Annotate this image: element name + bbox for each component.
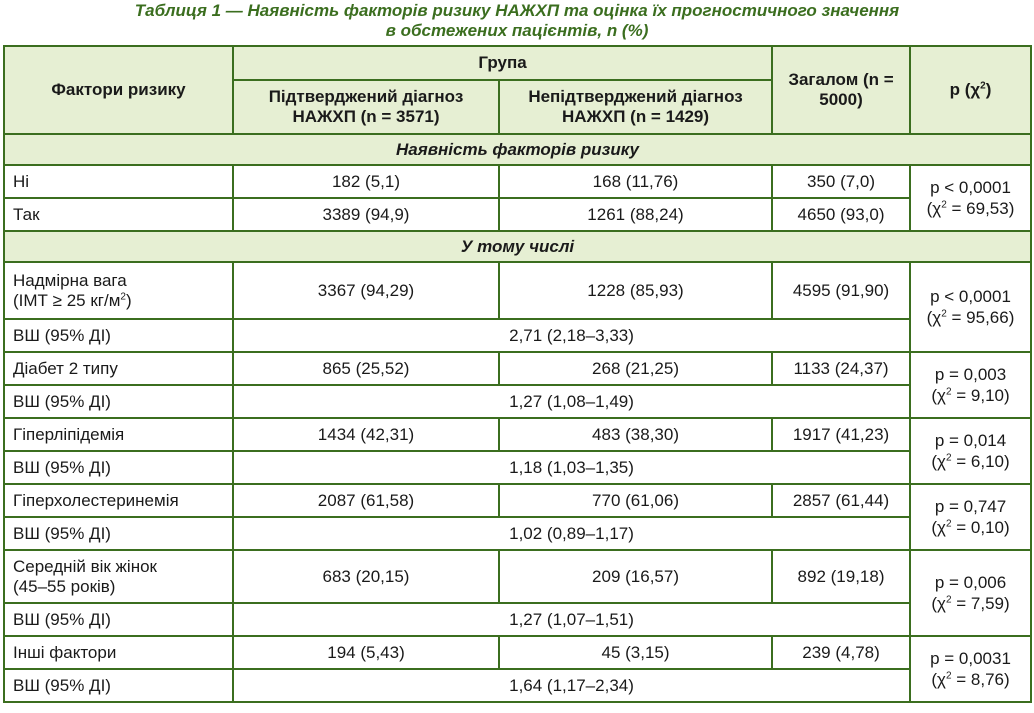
- row-label: Гіперліпідемія: [4, 418, 233, 451]
- table-caption: [0, 0, 1034, 43]
- cell-total: 350 (7,0): [772, 165, 910, 198]
- chi-rest: = 6,10): [951, 452, 1010, 471]
- cell-unconfirmed: 770 (61,06): [499, 484, 772, 517]
- p-value: p = 0,003: [934, 365, 1007, 384]
- cell-total: 239 (4,78): [772, 636, 910, 669]
- chi-value: [919, 385, 1022, 406]
- header-factors: Фактори ризику: [4, 46, 233, 134]
- cell-or: 1,27 (1,07–1,51): [233, 603, 910, 636]
- chi-value: [919, 198, 1022, 219]
- chi-rest: = 8,76): [951, 670, 1010, 689]
- cell-unconfirmed: 1228 (85,93): [499, 262, 772, 319]
- cell-p: [910, 418, 1031, 484]
- or-label: ВШ (95% ДІ): [4, 319, 233, 352]
- header-p: [910, 46, 1031, 134]
- table-row-or: [4, 517, 1031, 550]
- cell-p: [910, 352, 1031, 418]
- or-label: ВШ (95% ДІ): [4, 669, 233, 702]
- row-label: Інші фактори: [4, 636, 233, 669]
- p-value: p = 0,014: [934, 431, 1007, 450]
- header-p-close: ): [985, 80, 992, 99]
- cell-or: 1,02 (0,89–1,17): [233, 517, 910, 550]
- cell-p: [910, 484, 1031, 550]
- chi-open: (χ: [931, 386, 946, 405]
- caption-line-2: в обстежених пацієнтів, n (%): [385, 21, 649, 40]
- chi-sup: 2: [945, 386, 952, 398]
- chi-sup: 2: [941, 199, 947, 211]
- row-label: [4, 262, 233, 319]
- cell-total: 4595 (91,90): [772, 262, 910, 319]
- cell-p: [910, 262, 1031, 352]
- cell-unconfirmed: 45 (3,15): [499, 636, 772, 669]
- row-label: Діабет 2 типу: [4, 352, 233, 385]
- cell-confirmed: 865 (25,52): [233, 352, 499, 385]
- cell-total: 4650 (93,0): [772, 198, 910, 231]
- p-value: p < 0,0001: [930, 178, 1011, 197]
- chi-value: [919, 517, 1022, 538]
- chi-open: (χ: [926, 199, 942, 218]
- row-label: Ні: [4, 165, 233, 198]
- p-value: p < 0,0001: [930, 287, 1011, 306]
- cell-unconfirmed: 209 (16,57): [499, 550, 772, 603]
- header-unconfirmed: Непідтверджений діагноз НАЖХП (n = 1429): [499, 80, 772, 134]
- factor-label: Надмірна вага: [13, 270, 127, 290]
- cell-confirmed: 3389 (94,9): [233, 198, 499, 231]
- cell-unconfirmed: 268 (21,25): [499, 352, 772, 385]
- chi-value: [919, 593, 1022, 614]
- factor-label: Середній вік жінок: [13, 556, 157, 576]
- table-row-or: [4, 603, 1031, 636]
- section-row-including: [4, 231, 1031, 262]
- chi-rest: = 9,10): [951, 386, 1010, 405]
- section-presence: Наявність факторів ризику: [4, 134, 1031, 165]
- factor-label-2-sup: 2: [120, 290, 126, 302]
- or-label: ВШ (95% ДІ): [4, 385, 233, 418]
- table-row-or: [4, 319, 1031, 352]
- table-row-factor: [4, 636, 1031, 669]
- factor-label-2: (45–55 років): [13, 576, 116, 596]
- cell-p: [910, 165, 1031, 231]
- cell-confirmed: 182 (5,1): [233, 165, 499, 198]
- p-value: p = 0,006: [934, 573, 1007, 592]
- cell-or: 1,18 (1,03–1,35): [233, 451, 910, 484]
- table-row-or: [4, 451, 1031, 484]
- caption-line-1: Таблиця 1 — Наявність факторів ризику НАЖХП та оцінка їх прогностичного значення: [134, 1, 900, 20]
- factor-label-2-close: ): [125, 290, 132, 310]
- risk-factors-table: [3, 45, 1032, 703]
- header-row-1: [4, 46, 1031, 80]
- header-group: Група: [233, 46, 772, 80]
- chi-rest: = 7,59): [951, 594, 1010, 613]
- header-p-sup: 2: [980, 80, 986, 92]
- cell-total: 892 (19,18): [772, 550, 910, 603]
- chi-open: (χ: [931, 518, 946, 537]
- or-label: ВШ (95% ДІ): [4, 603, 233, 636]
- cell-p: [910, 636, 1031, 702]
- or-label: ВШ (95% ДІ): [4, 451, 233, 484]
- cell-unconfirmed: 168 (11,76): [499, 165, 772, 198]
- chi-rest: = 69,53): [946, 199, 1015, 218]
- cell-or: 2,71 (2,18–3,33): [233, 319, 910, 352]
- row-label: Так: [4, 198, 233, 231]
- p-value: p = 0,0031: [930, 649, 1011, 668]
- cell-total: 1917 (41,23): [772, 418, 910, 451]
- chi-sup: 2: [945, 594, 952, 606]
- cell-confirmed: 683 (20,15): [233, 550, 499, 603]
- cell-unconfirmed: 483 (38,30): [499, 418, 772, 451]
- table-row-no: [4, 165, 1031, 198]
- cell-confirmed: 1434 (42,31): [233, 418, 499, 451]
- cell-confirmed: 194 (5,43): [233, 636, 499, 669]
- header-total: Загалом (n = 5000): [772, 46, 910, 134]
- chi-open: (χ: [926, 308, 942, 327]
- table-row-or: [4, 669, 1031, 702]
- cell-total: 1133 (24,37): [772, 352, 910, 385]
- chi-value: [919, 307, 1022, 328]
- cell-confirmed: 2087 (61,58): [233, 484, 499, 517]
- cell-or: 1,64 (1,17–2,34): [233, 669, 910, 702]
- section-row-presence: [4, 134, 1031, 165]
- chi-sup: 2: [945, 518, 952, 530]
- header-p-text: p (χ: [949, 80, 981, 99]
- cell-or: 1,27 (1,08–1,49): [233, 385, 910, 418]
- table-row-factor: [4, 352, 1031, 385]
- factor-label-2: [13, 291, 224, 311]
- table-row-yes: [4, 198, 1031, 231]
- cell-confirmed: 3367 (94,29): [233, 262, 499, 319]
- table-row-factor: [4, 550, 1031, 603]
- chi-sup: 2: [945, 670, 952, 682]
- row-label: Гіперхолестеринемія: [4, 484, 233, 517]
- chi-rest: = 95,66): [946, 308, 1015, 327]
- or-label: ВШ (95% ДІ): [4, 517, 233, 550]
- header-confirmed: Підтверджений діагноз НАЖХП (n = 3571): [233, 80, 499, 134]
- chi-open: (χ: [931, 594, 946, 613]
- chi-value: [919, 451, 1022, 472]
- factor-label-2-text: (ІМТ ≥ 25 кг/м: [13, 290, 121, 310]
- chi-sup: 2: [945, 452, 952, 464]
- section-including: У тому числі: [4, 231, 1031, 262]
- cell-p: [910, 550, 1031, 636]
- table-row-factor: [4, 262, 1031, 319]
- chi-open: (χ: [931, 452, 946, 471]
- table-row-factor: [4, 418, 1031, 451]
- row-label: [4, 550, 233, 603]
- chi-sup: 2: [941, 308, 947, 320]
- chi-rest: = 0,10): [951, 518, 1010, 537]
- chi-value: [919, 669, 1022, 690]
- chi-open: (χ: [931, 670, 946, 689]
- table-row-factor: [4, 484, 1031, 517]
- table-row-or: [4, 385, 1031, 418]
- cell-unconfirmed: 1261 (88,24): [499, 198, 772, 231]
- p-value: p = 0,747: [934, 497, 1007, 516]
- cell-total: 2857 (61,44): [772, 484, 910, 517]
